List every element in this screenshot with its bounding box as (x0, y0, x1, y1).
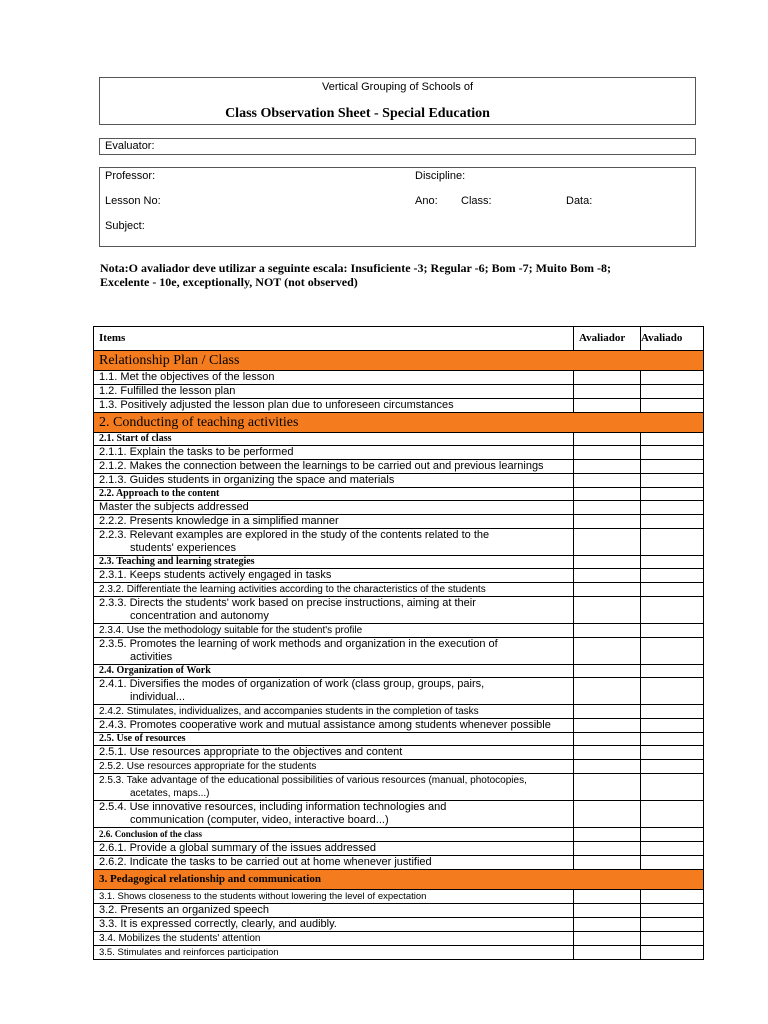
item-label: 2.3.3. Directs the students' work based on precise instructions, aiming at their concentration and autonomy (94, 597, 574, 624)
score-avaliador-cell[interactable] (574, 890, 641, 904)
table-row (94, 460, 704, 474)
score-avaliador-cell[interactable] (574, 399, 641, 413)
table-row (94, 774, 704, 801)
table-row (94, 399, 704, 413)
subsection-title: 2.2. Approach to the content (94, 488, 574, 501)
section-title: 3. Pedagogical relationship and communication (94, 870, 704, 890)
item-label: 2.3.1. Keeps students actively engaged in tasks (94, 569, 574, 583)
observation-table (93, 326, 704, 960)
item-label: 2.5.4. Use innovative resources, including information technologies and communication (computer, video, interactive board...) (94, 801, 574, 828)
score-avaliado-cell[interactable] (641, 918, 704, 932)
section-title: Relationship Plan / Class (94, 351, 704, 371)
score-avaliador-cell[interactable] (574, 760, 641, 774)
score-avaliador-cell[interactable] (574, 501, 641, 515)
score-avaliado-cell[interactable] (641, 946, 704, 960)
table-row (94, 569, 704, 583)
score-avaliador-cell[interactable] (574, 678, 641, 705)
item-label: 2.1.2. Makes the connection between the learnings to be carried out and previous learnings (94, 460, 574, 474)
score-avaliado-cell[interactable] (641, 371, 704, 385)
table-row (94, 371, 704, 385)
data-label: Data: (566, 195, 593, 207)
item-label: 2.3.5. Promotes the learning of work methods and organization in the execution of activities (94, 638, 574, 665)
item-label: 3.5. Stimulates and reinforces participation (94, 946, 574, 960)
table-row (94, 446, 704, 460)
table-row (94, 946, 704, 960)
table-row (94, 801, 704, 828)
professor-label: Professor: (105, 170, 156, 182)
lesson-info-box (99, 167, 696, 247)
col-avaliador: Avaliador (574, 327, 641, 351)
table-row (94, 890, 704, 904)
score-avaliador-cell[interactable] (574, 583, 641, 597)
form-header (99, 77, 696, 125)
col-avaliado: Avaliado (641, 327, 704, 351)
section-row (94, 351, 704, 371)
table-row (94, 932, 704, 946)
score-avaliado-cell[interactable] (641, 529, 704, 556)
score-avaliador-cell[interactable] (574, 801, 641, 828)
score-avaliado-cell[interactable] (641, 705, 704, 719)
item-label: 2.2.3. Relevant examples are explored in the study of the contents related to the students' experiences (94, 529, 574, 556)
item-label: 3.2. Presents an organized speech (94, 904, 574, 918)
score-avaliador-cell[interactable] (574, 597, 641, 624)
score-avaliado-cell[interactable] (641, 501, 704, 515)
item-label: 2.1.3. Guides students in organizing the space and materials (94, 474, 574, 488)
score-avaliado-cell[interactable] (641, 638, 704, 665)
score-avaliador-cell[interactable] (574, 932, 641, 946)
evaluator-label: Evaluator: (105, 140, 155, 152)
item-label: 2.6.1. Provide a global summary of the issues addressed (94, 842, 574, 856)
table-row (94, 918, 704, 932)
form-title: Class Observation Sheet - Special Education (225, 106, 490, 121)
table-row (94, 474, 704, 488)
score-avaliador-cell[interactable] (574, 569, 641, 583)
score-avaliado-cell[interactable] (641, 399, 704, 413)
ano-label: Ano: (415, 195, 438, 207)
section-row (94, 413, 704, 433)
section-row (94, 870, 704, 890)
lesson-no-label: Lesson No: (105, 195, 161, 207)
score-avaliado-cell[interactable] (641, 842, 704, 856)
score-avaliado-cell[interactable] (641, 597, 704, 624)
score-avaliador-cell[interactable] (574, 515, 641, 529)
item-label: 3.4. Mobilizes the students' attention (94, 932, 574, 946)
score-avaliado-cell[interactable] (641, 719, 704, 733)
table-row (94, 385, 704, 399)
table-row (94, 842, 704, 856)
score-avaliado-cell[interactable] (641, 746, 704, 760)
item-label: 1.3. Positively adjusted the lesson plan due to unforeseen circumstances (94, 399, 574, 413)
subsection-title: 2.1. Start of class (94, 433, 574, 446)
score-avaliado-cell[interactable] (641, 760, 704, 774)
score-avaliador-cell[interactable] (574, 774, 641, 801)
section-title: 2. Conducting of teaching activities (94, 413, 704, 433)
item-label: 2.3.4. Use the methodology suitable for the student's profile (94, 624, 574, 638)
item-label: 2.3.2. Differentiate the learning activities according to the characteristics of the students (94, 583, 574, 597)
score-avaliador-cell[interactable] (574, 385, 641, 399)
subject-label: Subject: (105, 220, 145, 232)
score-avaliador-cell[interactable] (574, 624, 641, 638)
score-avaliador-cell[interactable] (574, 842, 641, 856)
table-row (94, 529, 704, 556)
table-row (94, 760, 704, 774)
item-label: 2.5.1. Use resources appropriate to the objectives and content (94, 746, 574, 760)
table-row (94, 638, 704, 665)
score-avaliador-cell[interactable] (574, 460, 641, 474)
score-avaliador-cell[interactable] (574, 705, 641, 719)
score-avaliador-cell[interactable] (574, 946, 641, 960)
score-avaliador-cell[interactable] (574, 904, 641, 918)
score-avaliado-cell[interactable] (641, 774, 704, 801)
item-label: 2.2.2. Presents knowledge in a simplified manner (94, 515, 574, 529)
score-avaliado-cell[interactable] (641, 624, 704, 638)
score-avaliado-cell[interactable] (641, 446, 704, 460)
table-row (94, 624, 704, 638)
grading-note: Nota:O avaliador deve utilizar a seguinte escala: Insuficiente -3; Regular -6; Bom -7; Muito Bom -8; Excelente - 10e, exceptionally, NOT (not observed) (100, 261, 611, 289)
score-avaliado-cell[interactable] (641, 583, 704, 597)
subsection-row (94, 733, 704, 746)
score-avaliado-cell[interactable] (641, 801, 704, 828)
table-row (94, 597, 704, 624)
item-label: 2.4.1. Diversifies the modes of organization of work (class group, groups, pairs, individual... (94, 678, 574, 705)
item-label: Master the subjects addressed (94, 501, 574, 515)
subsection-row (94, 828, 704, 842)
score-avaliado-cell[interactable] (641, 890, 704, 904)
item-label: 2.4.3. Promotes cooperative work and mutual assistance among students whenever possible (94, 719, 574, 733)
subsection-title: 2.4. Organization of Work (94, 665, 574, 678)
table-row (94, 583, 704, 597)
score-avaliado-cell[interactable] (641, 569, 704, 583)
score-avaliado-cell[interactable] (641, 678, 704, 705)
discipline-label: Discipline: (415, 170, 466, 182)
table-row (94, 705, 704, 719)
score-avaliador-cell[interactable] (574, 856, 641, 870)
score-avaliador-cell[interactable] (574, 638, 641, 665)
table-row (94, 515, 704, 529)
score-avaliador-cell[interactable] (574, 446, 641, 460)
item-label: 2.4.2. Stimulates, individualizes, and accompanies students in the completion of tasks (94, 705, 574, 719)
item-label: 1.2. Fulfilled the lesson plan (94, 385, 574, 399)
table-row (94, 856, 704, 870)
score-avaliado-cell[interactable] (641, 474, 704, 488)
score-avaliador-cell[interactable] (574, 371, 641, 385)
score-avaliado-cell[interactable] (641, 460, 704, 474)
score-avaliador-cell[interactable] (574, 746, 641, 760)
table-row (94, 746, 704, 760)
score-avaliado-cell[interactable] (641, 904, 704, 918)
item-label: 1.1. Met the objectives of the lesson (94, 371, 574, 385)
item-label: 3.1. Shows closeness to the students without lowering the level of expectation (94, 890, 574, 904)
subsection-title: 2.3. Teaching and learning strategies (94, 556, 574, 569)
score-avaliado-cell[interactable] (641, 856, 704, 870)
score-avaliado-cell[interactable] (641, 385, 704, 399)
header-line: Vertical Grouping of Schools of (321, 81, 474, 93)
score-avaliador-cell[interactable] (574, 918, 641, 932)
item-label: 2.5.3. Take advantage of the educational possibilities of various resources (manual, photocopies, acetates, maps...) (94, 774, 574, 801)
evaluator-field[interactable] (99, 138, 696, 155)
item-label: 2.1.1. Explain the tasks to be performed (94, 446, 574, 460)
table-row (94, 719, 704, 733)
subsection-row (94, 665, 704, 678)
item-label: 3.3. It is expressed correctly, clearly, and audibly. (94, 918, 574, 932)
score-avaliador-cell[interactable] (574, 474, 641, 488)
score-avaliado-cell[interactable] (641, 515, 704, 529)
item-label: 2.5.2. Use resources appropriate for the students (94, 760, 574, 774)
score-avaliador-cell[interactable] (574, 529, 641, 556)
table-header-row (94, 327, 704, 351)
subsection-title: 2.6. Conclusion of the class (94, 828, 574, 842)
item-label: 2.6.2. Indicate the tasks to be carried out at home whenever justified (94, 856, 574, 870)
score-avaliado-cell[interactable] (641, 932, 704, 946)
class-label: Class: (461, 195, 492, 207)
subsection-row (94, 433, 704, 446)
table-row (94, 904, 704, 918)
col-items: Items (94, 327, 574, 351)
table-row (94, 678, 704, 705)
subsection-row (94, 488, 704, 501)
score-avaliador-cell[interactable] (574, 719, 641, 733)
subsection-title: 2.5. Use of resources (94, 733, 574, 746)
table-row (94, 501, 704, 515)
subsection-row (94, 556, 704, 569)
